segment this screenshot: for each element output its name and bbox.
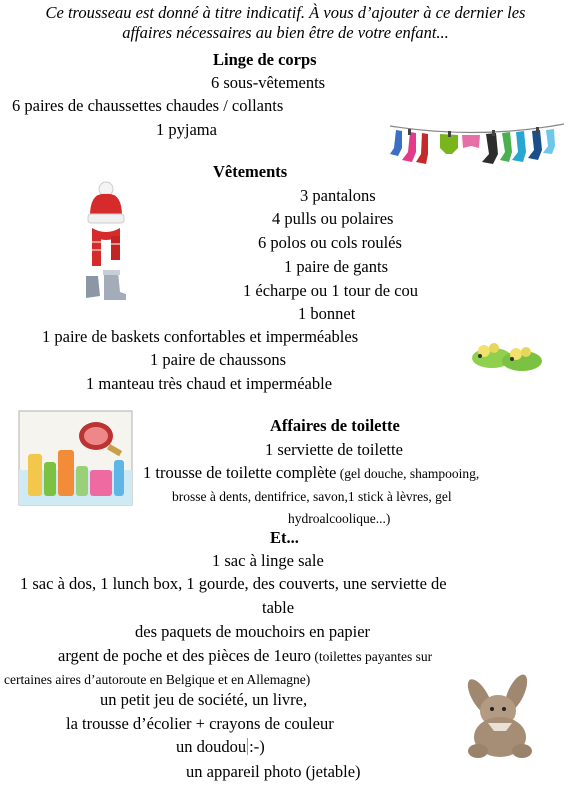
clothesline-socks-icon [388,118,566,176]
list-item-note: (toilettes payantes sur [311,649,433,664]
list-item: la trousse d’écolier + crayons de couleur [66,714,334,733]
section-title-etc: Et... [270,528,299,547]
list-item [58,646,432,667]
list-item-text: un doudou [176,737,247,756]
intro-line-2: affaires nécessaires au bien être de votre enfant... [122,23,449,42]
list-item: table [262,598,295,617]
teddy-bunny-icon [458,673,544,763]
slippers-icon [470,330,546,374]
list-item-main: 1 trousse de toilette complète [143,463,337,482]
list-item: 1 paire de gants [284,257,389,276]
section-title-vetements: Vêtements [213,162,288,181]
section-title-toilette: Affaires de toilette [270,416,400,435]
list-item: des paquets de mouchoirs en papier [135,622,371,641]
list-item: un petit jeu de société, un livre, [100,690,308,709]
toiletries-icon [18,410,133,506]
list-item [143,463,479,484]
list-item-text: :-) [249,737,265,756]
list-item: 3 pantalons [300,186,376,205]
list-item: 1 écharpe ou 1 tour de cou [243,281,419,300]
section-title-linge: Linge de corps [213,50,317,69]
list-item: 4 pulls ou polaires [272,209,394,228]
list-item: 6 sous-vêtements [211,73,326,92]
winter-hat-scarf-boots-icon [80,180,136,306]
list-item-main: argent de poche et des pièces de 1euro [58,646,312,665]
list-item: un appareil photo (jetable) [186,762,361,781]
list-item: 1 pyjama [156,120,217,139]
text-cursor [247,738,248,755]
list-item: 1 manteau très chaud et imperméable [86,374,333,393]
list-item: 1 sac à linge sale [212,551,324,570]
list-item-note: brosse à dents, dentifrice, savon,1 stick à lèvres, gel [172,489,452,504]
list-item: 1 paire de baskets confortables et imperméables [42,327,359,346]
list-item: 6 paires de chaussettes chaudes / collants [12,96,284,115]
intro-line-1: Ce trousseau est donné à titre indicatif. À vous d’ajouter à ce dernier les [45,3,526,22]
list-item: 1 serviette de toilette [265,440,403,459]
list-item: 6 polos ou cols roulés [258,233,402,252]
list-item-note: hydroalcoolique...) [288,511,391,526]
list-item-note: (gel douche, shampooing, [336,466,480,481]
list-item: 1 bonnet [298,304,356,323]
list-item: 1 sac à dos, 1 lunch box, 1 gourde, des couverts, une serviette de [20,574,447,593]
list-item: 1 paire de chaussons [150,350,287,369]
list-item [176,737,265,757]
list-item-note: certaines aires d’autoroute en Belgique et en Allemagne) [4,672,311,687]
